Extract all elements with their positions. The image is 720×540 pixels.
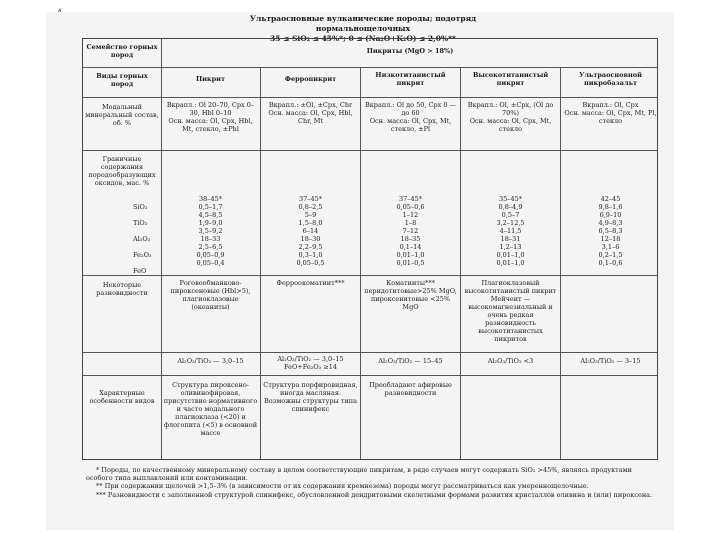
oxide-values: 37–45* 0,8–2,5 5–9 1,5–8,0 6–14 18–30 2,2–9,5 0,3–1,0 0,05–0,5 [296,195,325,267]
varieties-label: Некоторые разновидности [96,281,148,297]
table-formula: 35 ≤ SiO₂ ≤ 45%*; 0 ≤ (Na₂O+K₂O) ≤ 2,0%** [270,34,456,43]
variety-cell: Ферроокоматиит*** [276,279,345,287]
variety-cell: Коматииты*** перидотитовые>25% MgO, пироксенитовые <25% MgO [364,279,457,311]
footnote: ** При содержании щелочей >1,5–3% (в зависимости от их содержания кремнезема) породы могут рассматриваться как умереннощелочные. [96,482,589,491]
type-name: Низкотитанистый пикрит [375,71,446,87]
modal-cell: Вкрапл.: Ol, ±Срх, (Ol до 70%) Осн. масса: Ol, Срх, Mt, стекло [467,101,554,133]
modal-cell: Вкрапл.: Ol до 50, Срх 0 — до 60 Осн. масса: Ol, Срх, Mt, стекло, ±Pl [364,101,457,133]
oxide-name: SiO₂ [133,203,148,211]
types-label: Виды горных пород [96,72,148,88]
feature-cell: Структура порфировидная, иногда масляная. Возможны структуры типа спинифекс [263,381,358,413]
oxide-values: 37–45* 0,05–0,6 1–12 1–8 7–12 18–35 0,1–14 0,01–1,0 0,01–0,5 [396,195,425,267]
modal-cell: Вкрапл.: Ol, Срх Осн. масса: Ol, Срх, Mt, Pl, стекло [564,101,657,125]
oxides-label: Граничные содержания породообразующих оксидов, мас. % [88,155,156,187]
modal-label: Модальный минеральный состав, об. % [85,103,159,127]
type-name: Пикрит [195,75,226,83]
type-name: Высокотитанистый пикрит [472,71,549,87]
footnote: *** Разновидности с заполненной структурой спинифекс, обусловленной дендритовыми скелетными формами развития кристаллов оливина и (или) пироксена. [96,490,653,499]
ratio-cell: Al₂O₃/TiO₂ — 3–15 [580,357,641,365]
feature-cell: Преобладают афировые разновидности [369,381,452,397]
feature-cell: Структура пироксено-оливинофировая, присутствие нормативного и часто модального плагиоклаза (<20) и флогопита (<5) в основной массе [163,381,258,437]
oxide-values: 35–45* 0,8–4,9 0,5–7 3,2–12,5 4–11,5 18–31 1,2–13 0,01–1,0 0,01–1,0 [496,195,525,267]
oxide-names [133,195,159,273]
modal-cell: Вкрапл.: Ol 20–70, Срх 0–30, Hbl 0–10 Осн. масса: Ol, Срх, Hbl, Mt, стекло, ±Phl [166,101,255,133]
ratio-cell: Al₂O₃/TiO₂ — 3,0–15 [177,357,244,365]
footnote: * Породы, по качественному минеральному составу в целом соответствующие пикритам, в рядe случаев могут содержать SiO₂ >45%, являясь продуктами особого типа выплавлений или контаминации. [86,466,633,483]
classification-table [82,38,658,460]
feature-cell [463,381,558,459]
family-value: Пикриты (MgO > 18%) [366,47,454,55]
family-label: Семейство горных пород [86,43,158,59]
oxide-name: Fe₂O₃ [133,251,152,259]
oxide-name: Al₂O₃ [133,235,151,243]
oxide-name: FeO [133,267,147,273]
ratio-cell: Al₂O₃/TiO₂ — 15–45 [378,357,443,365]
features-label: Характерные особенности видов [89,389,155,405]
type-name: Ультраосновной пикробазальт [579,71,642,87]
feature-cell [563,381,658,459]
variety-cell: Плагиоклазовый высокотитанистый пикрит Мейчеит — высокомагнезиальный и очень редкая разновидность высокотитанистых пикритов [464,279,557,343]
table-title: Ультраосновные вулканические породы; подотряд нормальнощелочных [249,14,477,33]
oxide-values: 38–45* 0,5–1,7 4,5–8,5 1,9–9,0 3,5–9,2 18–33 2,5–6,5 0,05–0,9 0,05–0,4 [196,195,225,267]
ratio-cell: Al₂O₃/TiO₂ — 3,0–15 FeO+Fe₂O₃ ≥14 [277,355,344,371]
oxide-name: TiO₂ [133,219,148,227]
variety-cell: Роговообманково-пироксеновые (Hbl>5), плагиоклазовые (океаниты) [170,279,251,311]
oxide-values: 42–45 9,8–1,6 6,9–10 4,9–8,3 6,5–8,3 12–18 3,1–6 0,2–1,5 0,1–0,6 [598,195,623,267]
variety-cell [563,279,658,351]
type-name: Ферропикрит [284,75,337,83]
modal-cell: Вкрапл.: ±Ol, ±Срх, Chr Осн. масса: Ol, Срх, Hbl, Chr, Mt [268,101,353,125]
footnotes [86,466,660,499]
ratio-cell: Al₂O₃/TiO₂ <3 [487,357,534,365]
